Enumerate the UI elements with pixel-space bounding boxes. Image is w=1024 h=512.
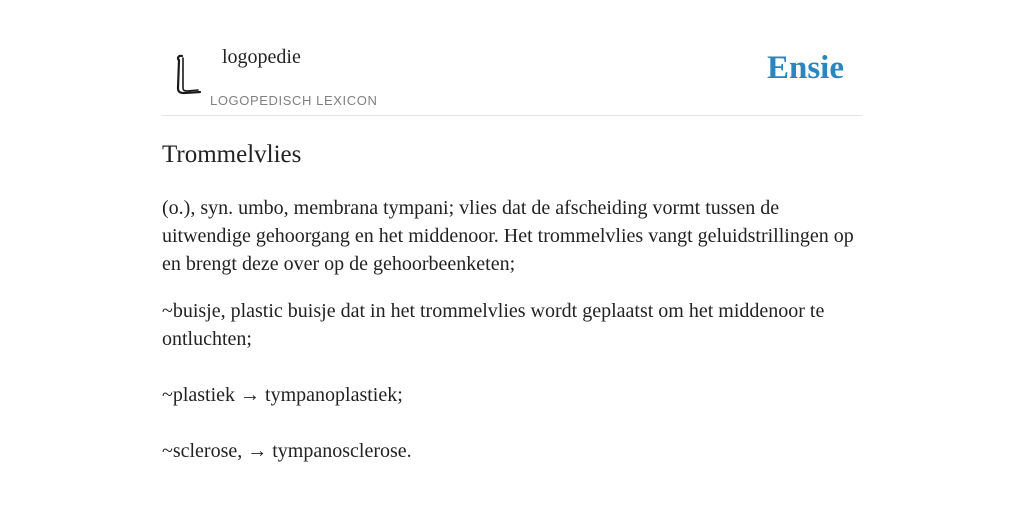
logopedie-logo-icon[interactable]: [168, 50, 208, 98]
dictionary-name-link[interactable]: logopedie: [222, 46, 301, 68]
entry-title: Trommelvlies: [162, 141, 302, 168]
entry-definition-buisje: ~buisje, plastic buisje dat in het trommelvlies wordt geplaatst om het middenoor te ontluchten;: [162, 300, 825, 350]
ensie-brand-link[interactable]: Ensie: [766, 50, 844, 86]
entry-definition: (o.), syn. umbo, membrana tympani; vlies dat de afscheiding vormt tussen de uitwendige gehoorgang en het middenoor. Het trommelvlies vangt geluidstrillingen op en brengt deze over op de gehoorbeenketen;: [162, 197, 854, 275]
header: [162, 40, 862, 116]
entry-content: [162, 138, 862, 465]
dictionary-subtitle: LOGOPEDISCH LEXICON: [210, 93, 378, 108]
entry-crossref-sclerose: ~sclerose, → tympanosclerose.: [162, 440, 412, 462]
entry-crossref-plastiek: ~plastiek → tympanoplastiek;: [162, 384, 403, 406]
